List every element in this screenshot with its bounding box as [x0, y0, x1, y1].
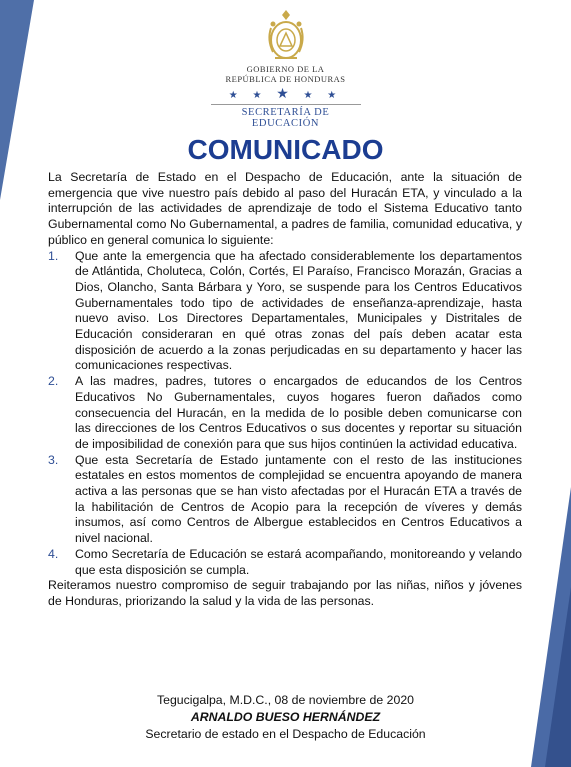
item-text: Que ante la emergencia que ha afectado considerablemente los departamentos de Atlántida, Choluteca, Colón, Cortés, El Paraíso, Francisco Morazán, Gracias a Dios, Olancho, Santa Bárbara y Yoro, se suspende para los Centros Educativos Gubernamentales todo tipo de actividades de enseñanza-aprendizaje, hasta nuevo aviso. Los Directores Departamentales, Municipales y Distritales de Educación consideraran en qué otras zonas del país deben acatar esta disposición de acuerdo a la zonas perjudicadas en su departamento y hacer las comunicaciones respectivas.: [75, 248, 522, 373]
item-number: 4.: [48, 546, 59, 561]
signature-block: [0, 692, 571, 743]
secretariat-name: SECRETARÍA DE EDUCACIÓN: [211, 104, 361, 129]
list-item: [48, 453, 522, 547]
communique-body: [48, 170, 522, 610]
intro-paragraph: La Secretaría de Estado en el Despacho de Educación, ante la situación de emergencia que vive nuestro país debido al paso del Huracán ETA, y vinculado a la interrupción de las actividades de aprendizaje de todo el Sistema Educativo tanto Gubernamental como No Gubernamental, a padres de familia, comunidad educativa, y público en general comunica lo siguiente:: [48, 170, 522, 247]
item-text: A las madres, padres, tutores o encargados de educandos de los Centros Educativos No Gubernamentales, cuyos hogares fueron dañados como consecuencia del Huracán, en la medida de lo posible deben comunicarse con las direcciones de los Centros Educativos o sus docentes y reportar su situación de imposibilidad de conexión para que sus hijos continúen la actividad educativa.: [75, 374, 522, 451]
coat-of-arms-icon: [263, 6, 309, 64]
page-title: COMUNICADO: [187, 134, 384, 165]
item-number: 1.: [48, 248, 59, 263]
item-text: Que esta Secretaría de Estado juntamente con el resto de las instituciones estatales en estos momentos de complejidad se encuentra apoyando de manera activa a las personas que se han visto afectadas por el Huracán ETA a través de la habilitación de Centros de Acopio para la recepción de víveres y demás insumos, así como Centros de Albergue establecidos en Centros Educativos a nivel nacional.: [75, 452, 522, 546]
item-number: 2.: [48, 374, 59, 389]
list-item: [48, 249, 522, 375]
gov-line-1: GOBIERNO DE LA: [246, 64, 325, 74]
gov-line-2: REPÚBLICA DE HONDURAS: [225, 74, 346, 84]
place-date: Tegucigalpa, M.D.C., 08 de noviembre de 2020: [156, 693, 415, 707]
stars-icon: ★ ★ ★ ★ ★: [228, 85, 343, 101]
list-item: [48, 547, 522, 578]
list-item: [48, 374, 522, 453]
letterhead: [0, 6, 571, 131]
signer-name: ARNALDO BUESO HERNÁNDEZ: [190, 710, 381, 724]
signer-title: Secretario de estado en el Despacho de Educación: [145, 727, 426, 741]
item-number: 3.: [48, 452, 59, 467]
item-text: Como Secretaría de Educación se estará acompañando, monitoreando y velando que esta disposición se cumpla.: [75, 546, 522, 577]
items-list: [48, 249, 522, 579]
closing-paragraph: Reiteramos nuestro compromiso de seguir trabajando por las niñas, niños y jóvenes de Honduras, priorizando la salud y la vida de las personas.: [48, 578, 522, 608]
